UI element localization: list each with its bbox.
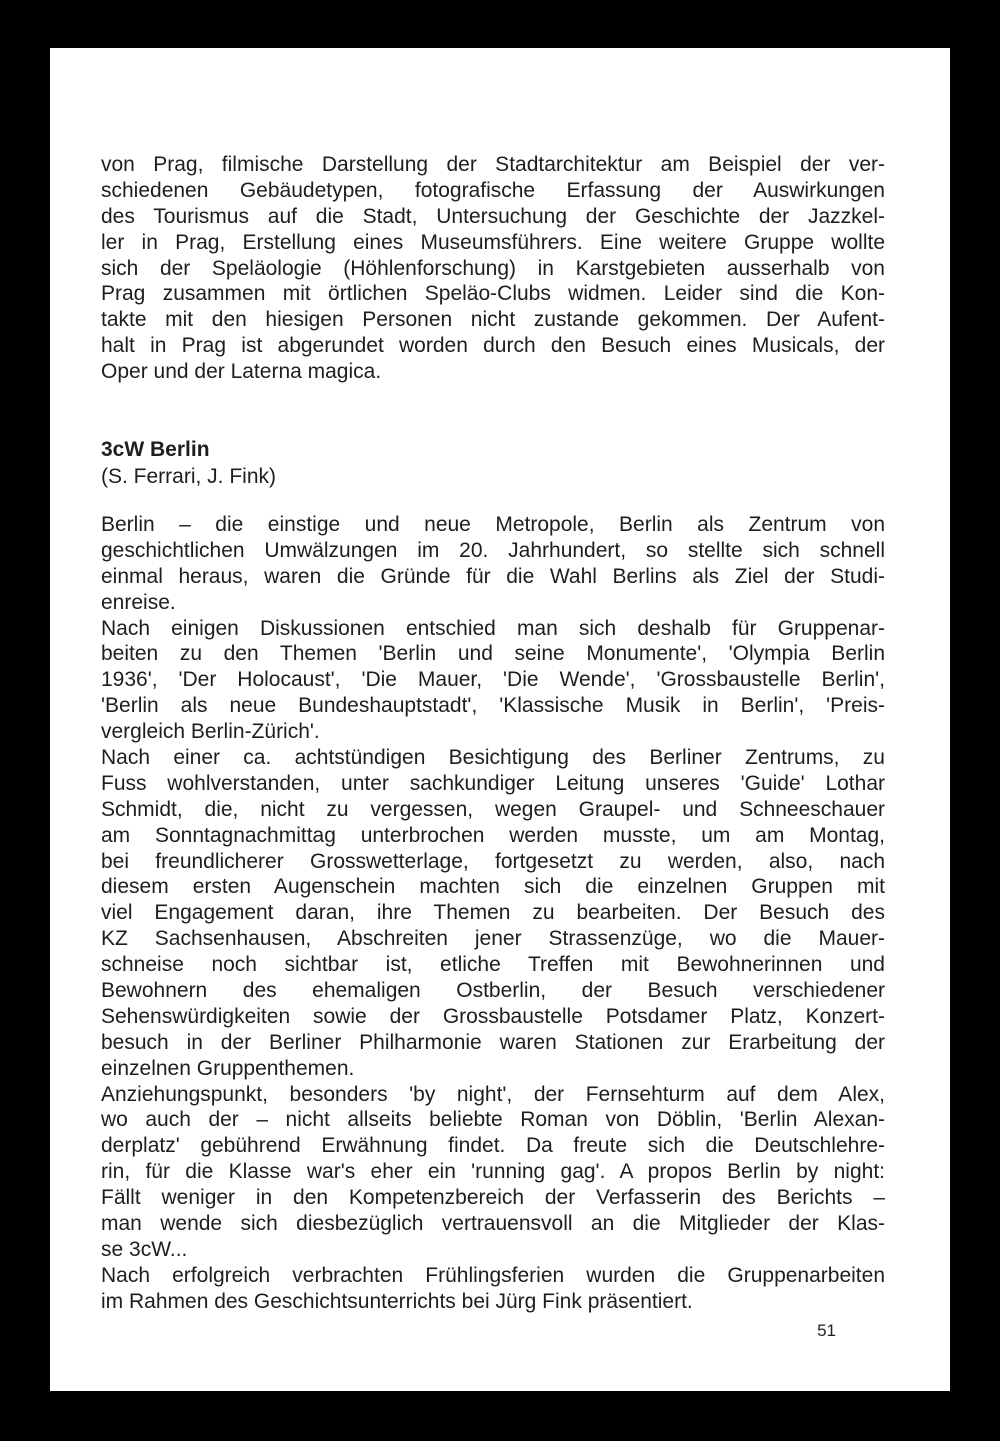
text-line: enreise. — [101, 590, 176, 614]
text-line: Nach erfolgreich verbrachten Frühlingsferien wurden die Gruppenarbeiten — [101, 1263, 885, 1287]
page-number: 51 — [817, 1321, 836, 1340]
text-line: einmal heraus, waren die Gründe für die Wahl Berlins als Ziel der Studi- — [101, 564, 885, 588]
text-line: bei freundlicherer Grosswetterlage, fortgesetzt zu werden, also, nach — [101, 849, 885, 873]
text-line: 'Berlin als neue Bundeshauptstadt', 'Klassische Musik in Berlin', 'Preis- — [101, 694, 885, 718]
text-line: besuch in der Berliner Philharmonie waren Stationen zur Erarbeitung der — [101, 1030, 885, 1054]
document-page — [50, 48, 950, 1391]
text-line: Prag zusammen mit örtlichen Speläo-Clubs widmen. Leider sind die Kon- — [101, 282, 885, 306]
text-line: Anziehungspunkt, besonders 'by night', der Fernsehturm auf dem Alex, — [101, 1082, 885, 1106]
text-line: Nach einer ca. achtstündigen Besichtigung des Berliner Zentrums, zu — [101, 746, 885, 770]
text-line: rin, für die Klasse war's eher ein 'running gag'. A propos Berlin by night: — [101, 1160, 885, 1184]
text-line: geschichtlichen Umwälzungen im 20. Jahrhundert, so stellte sich schnell — [101, 538, 885, 562]
text-line: derplatz' gebührend Erwähnung findet. Da freute sich die Deutschlehre- — [101, 1134, 885, 1158]
text-line: im Rahmen des Geschichtsunterrichts bei Jürg Fink präsentiert. — [101, 1289, 693, 1313]
text-line: man wende sich diesbezüglich vertrauensvoll an die Mitglieder der Klas- — [101, 1212, 885, 1236]
text-line: sich der Speläologie (Höhlenforschung) in Karstgebieten ausserhalb von — [101, 256, 885, 280]
text-line: Sehenswürdigkeiten sowie der Grossbaustelle Potsdamer Platz, Konzert- — [101, 1004, 885, 1028]
section-authors: (S. Ferrari, J. Fink) — [101, 465, 277, 488]
text-line: von Prag, filmische Darstellung der Stadtarchitektur am Beispiel der ver- — [101, 153, 885, 176]
text-line: Nach einigen Diskussionen entschied man sich deshalb für Gruppenar- — [101, 616, 885, 640]
intro-paragraph — [101, 152, 885, 385]
text-line: se 3cW... — [101, 1237, 188, 1261]
section-title: 3cW Berlin — [101, 438, 210, 461]
text-line: Schmidt, die, nicht zu vergessen, wegen Graupel- und Schneeschauer — [101, 797, 885, 821]
text-line: Fuss wohlverstanden, unter sachkundiger Leitung unseres 'Guide' Lothar — [101, 771, 885, 795]
text-line: Bewohnern des ehemaligen Ostberlin, der Besuch verschiedener — [101, 979, 885, 1003]
text-line: KZ Sachsenhausen, Abschreiten jener Strassenzüge, wo die Mauer- — [101, 927, 885, 951]
text-line: viel Engagement daran, ihre Themen zu bearbeiten. Der Besuch des — [101, 901, 885, 925]
text-line: vergleich Berlin-Zürich'. — [101, 720, 320, 744]
text-line: Berlin – die einstige und neue Metropole, Berlin als Zentrum von — [101, 513, 885, 536]
text-line: Fällt weniger in den Kompetenzbereich der Verfasserin des Berichts – — [101, 1186, 885, 1210]
text-line: halt in Prag ist abgerundet worden durch den Besuch eines Musicals, der — [101, 334, 885, 358]
text-line: ler in Prag, Erstellung eines Museumsführers. Eine weitere Gruppe wollte — [101, 230, 885, 254]
text-line: einzelnen Gruppenthemen. — [101, 1056, 355, 1080]
text-line: takte mit den hiesigen Personen nicht zustande gekommen. Der Aufent- — [101, 308, 885, 332]
text-line: wo auch der – nicht allseits beliebte Roman von Döblin, 'Berlin Alexan- — [101, 1108, 885, 1132]
text-line: am Sonntagnachmittag unterbrochen werden musste, um am Montag, — [101, 823, 885, 847]
text-line: schneise noch sichtbar ist, etliche Treffen mit Bewohnerinnen und — [101, 953, 885, 977]
text-line: beiten zu den Themen 'Berlin und seine Monumente', 'Olympia Berlin — [101, 642, 885, 666]
text-line: 1936', 'Der Holocaust', 'Die Mauer, 'Die Wende', 'Grossbaustelle Berlin', — [101, 668, 885, 692]
text-line: diesem ersten Augenschein machten sich die einzelnen Gruppen mit — [101, 875, 885, 899]
report-body — [101, 512, 885, 1315]
text-line: des Tourismus auf die Stadt, Untersuchung der Geschichte der Jazzkel- — [101, 204, 885, 228]
text-line: Oper und der Laterna magica. — [101, 360, 382, 384]
text-line: schiedenen Gebäudetypen, fotografische Erfassung der Auswirkungen — [101, 178, 885, 202]
